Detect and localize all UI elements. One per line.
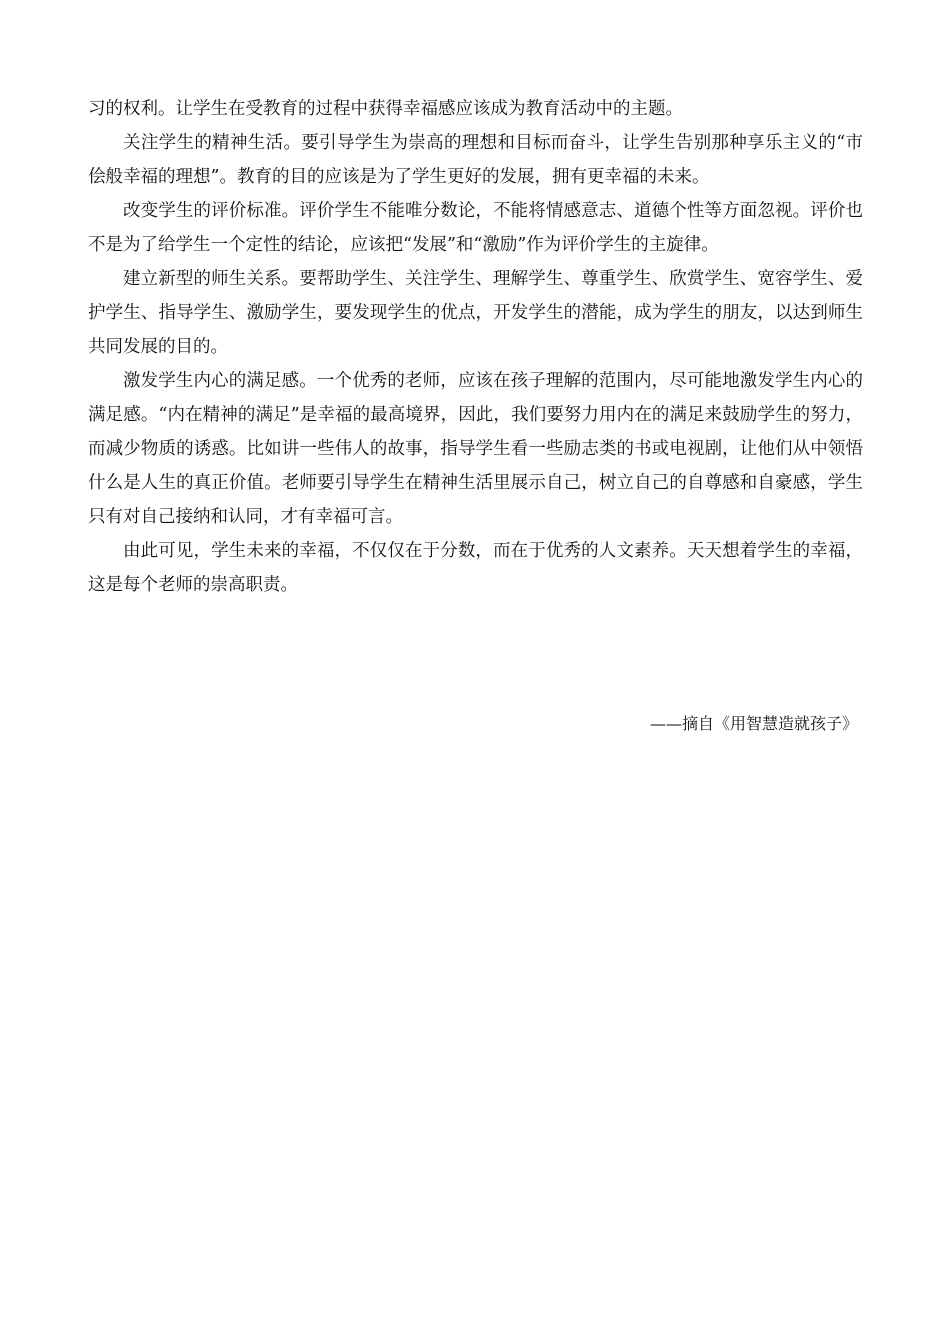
paragraph-teacher-student-relationship: 建立新型的师生关系。要帮助学生、关注学生、理解学生、尊重学生、欣赏学生、宽容学生、爱护学生、指导学生、激励学生，要发现学生的优点，开发学生的潜能，成为学生的朋友，以达到师生共同发展的目的。 [88,269,863,357]
paragraph-evaluation-standard: 改变学生的评价标准。评价学生不能唯分数论，不能将情感意志、道德个性等方面忽视。评价也不是为了给学生一个定性的结论，应该把“发展”和“激励”作为评价学生的主旋律。 [88,201,863,255]
document-body [88,92,863,602]
source-citation: ——摘自《用智慧造就孩子》 [649,714,858,733]
paragraph-continuation: 习的权利。让学生在受教育的过程中获得幸福感应该成为教育活动中的主题。 [88,99,683,119]
paragraph-conclusion: 由此可见，学生未来的幸福，不仅仅在于分数，而在于优秀的人文素养。天天想着学生的幸福，这是每个老师的崇高职责。 [88,541,863,595]
paragraph-spiritual-life: 关注学生的精神生活。要引导学生为崇高的理想和目标而奋斗，让学生告别那种享乐主义的“市侩般幸福的理想”。教育的目的应该是为了学生更好的发展，拥有更幸福的未来。 [88,133,863,187]
paragraph-inner-satisfaction: 激发学生内心的满足感。一个优秀的老师，应该在孩子理解的范围内，尽可能地激发学生内心的满足感。“内在精神的满足”是幸福的最高境界，因此，我们要努力用内在的满足来鼓励学生的努力，而减少物质的诱惑。比如讲一些伟人的故事，指导学生看一些励志类的书或电视剧，让他们从中领悟什么是人生的真正价值。老师要引导学生在精神生活里展示自己，树立自己的自尊感和自豪感，学生只有对自己接纳和认同，才有幸福可言。 [88,371,863,527]
